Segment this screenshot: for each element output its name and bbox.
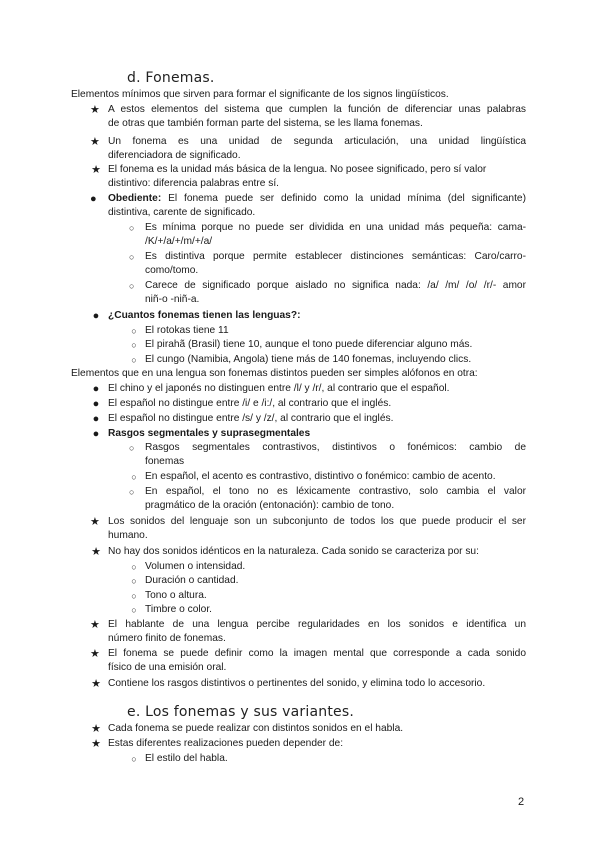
star-marker: ★ — [91, 164, 101, 176]
star-5-sub-2: ○ Duración o cantidad. — [145, 574, 526, 588]
obediente-label: Obediente: — [108, 193, 162, 204]
circle-marker: ○ — [129, 223, 135, 233]
bullet-marker: ● — [90, 193, 97, 205]
star-2-line-2: diferenciadora de significado. — [108, 150, 241, 161]
circle-marker: ○ — [131, 355, 137, 365]
obediente-line-2: distintiva, carente de significado. — [108, 207, 256, 218]
cuantos-sub-3: ○ El cungo (Namibia, Angola) tiene más de 140 fonemas, incluyendo clics. — [145, 353, 526, 367]
star-8: ★ Contiene los rasgos distintivos o pertinentes del sonido, y elimina todo lo accesorio. — [91, 678, 486, 690]
section-e-star-2: ★ Estas diferentes realizaciones pueden depender de: — [91, 738, 344, 750]
star-marker: ★ — [90, 516, 100, 528]
section-e-title: e. Los fonemas y sus variantes. — [127, 704, 354, 720]
star-2-line-1: ★ Un fonema es una unidad de segunda articulación, una unidad lingüística — [90, 136, 526, 148]
obediente-sub-1-line-2: /K/+/a/+/m/+/a/ — [145, 236, 213, 247]
alofono-item-1: ● El chino y el japonés no distinguen entre /l/ y /r/, al contrario que el español. — [108, 382, 526, 396]
star-marker: ★ — [90, 104, 100, 116]
cuantos-sub-1: ○ El rotokas tiene 11 — [145, 324, 526, 338]
rasgos-sub-3-line-2: pragmático de la oración (entonación): cambio de tono. — [145, 500, 395, 511]
obediente-sub-2-line-1: ○ Es distintiva porque permite establecer distinciones semánticas: Caro/carro- — [129, 251, 526, 262]
star-marker: ★ — [91, 546, 101, 558]
bullet-marker: ● — [92, 398, 100, 410]
bullet-marker: ● — [92, 383, 100, 395]
bullet-marker: ● — [92, 413, 100, 425]
section-e-sub-1: ○ El estilo del habla. — [145, 752, 526, 766]
star-4-line-2: humano. — [108, 530, 148, 541]
star-1-line-1: ★ A estos elementos del sistema que cumplen la función de diferenciar unas palabras — [90, 104, 526, 116]
circle-marker: ○ — [129, 443, 135, 453]
star-3-line-1: ★ El fonema es la unidad más básica de la lengua. No posee significado, pero sí valor — [91, 164, 487, 176]
star-5-sub-3: ○ Tono o altura. — [145, 589, 526, 603]
star-6-line-1: ★ El hablante de una lengua percibe regularidades en los sonidos e identifica un — [90, 619, 526, 631]
circle-marker: ○ — [131, 576, 137, 586]
cuantos-sub-2: ○ El pirahã (Brasil) tiene 10, aunque el tono puede diferenciar alguno más. — [145, 338, 526, 352]
star-marker: ★ — [91, 738, 101, 750]
rasgos-sub-2: ○ En español, el acento es contrastivo, distintivo o fonémico: cambio de acento. — [145, 470, 526, 484]
page-number: 2 — [518, 796, 525, 808]
circle-marker: ○ — [131, 326, 137, 336]
obediente-sub-3-line-2: niñ-o -niñ-a. — [145, 294, 200, 305]
obediente-sub-3-line-1: ○ Carece de significado porque aislado no significa nada: /a/ /m/ /o/ /r/- amor — [129, 280, 526, 291]
star-7-line-1: ★ El fonema se puede definir como la imagen mental que corresponde a cada sonido — [90, 648, 526, 660]
circle-marker: ○ — [131, 340, 137, 350]
star-1-line-2: de otras que también forman parte del sistema, se les llama fonemas. — [108, 118, 423, 129]
alofonos-intro: Elementos que en una lengua son fonemas distintos pueden ser simples alófonos en otra: — [71, 368, 478, 379]
alofono-item-2: ● El español no distingue entre /i/ e /i:/, al contrario que el inglés. — [108, 397, 526, 411]
rasgos-sub-1-line-1: ○ Rasgos segmentales contrastivos, distintivos o fonémicos: cambio de — [129, 442, 526, 453]
cuantos-heading: ● ¿Cuantos fonemas tienen las lenguas?: — [108, 309, 526, 323]
star-4-line-1: ★ Los sonidos del lenguaje son un subconjunto de todos los que puede producir el ser — [90, 516, 526, 528]
star-marker: ★ — [90, 619, 100, 631]
star-5-sub-4: ○ Timbre o color. — [145, 603, 526, 617]
circle-marker: ○ — [131, 472, 137, 482]
bullet-marker: ● — [92, 310, 100, 322]
rasgos-sub-1-line-2: fonemas — [145, 456, 185, 467]
obediente-sub-1-line-1: ○ Es mínima porque no puede ser dividida en una unidad más pequeña: cama- — [129, 222, 526, 233]
star-marker: ★ — [90, 136, 100, 148]
star-marker: ★ — [91, 678, 101, 690]
star-5-sub-1: ○ Volumen o intensidad. — [145, 560, 526, 574]
rasgos-heading: ● Rasgos segmentales y suprasegmentales — [108, 427, 526, 441]
star-marker: ★ — [90, 648, 100, 660]
obediente-sub-2-line-2: como/tomo. — [145, 265, 199, 276]
circle-marker: ○ — [129, 487, 135, 497]
star-6-line-2: número finito de fonemas. — [108, 633, 226, 644]
circle-marker: ○ — [129, 252, 135, 262]
circle-marker: ○ — [131, 591, 137, 601]
star-5: ★ No hay dos sonidos idénticos en la naturaleza. Cada sonido se caracteriza por su: — [91, 546, 479, 558]
star-3-line-2: distintivo: diferencia palabras entre sí. — [108, 178, 280, 189]
circle-marker: ○ — [131, 754, 137, 764]
obediente-line-1: ● Obediente: El fonema puede ser definido como la unidad mínima (del significante) — [90, 193, 526, 205]
section-e-star-1: ★ Cada fonema se puede realizar con distintos sonidos en el habla. — [91, 723, 404, 735]
rasgos-sub-3-line-1: ○ En español, el tono no es léxicamente contrastivo, solo cambia el valor — [129, 486, 526, 497]
star-7-line-2: físico de una emisión oral. — [108, 662, 227, 673]
circle-marker: ○ — [131, 605, 137, 615]
circle-marker: ○ — [131, 562, 137, 572]
circle-marker: ○ — [129, 281, 135, 291]
bullet-marker: ● — [92, 428, 100, 440]
star-marker: ★ — [91, 723, 101, 735]
section-d-title: d. Fonemas. — [127, 70, 215, 86]
alofono-item-3: ● El español no distingue entre /s/ y /z/, al contrario que el inglés. — [108, 412, 526, 426]
section-d-intro: Elementos mínimos que sirven para formar el significante de los signos lingüísticos. — [71, 89, 449, 100]
